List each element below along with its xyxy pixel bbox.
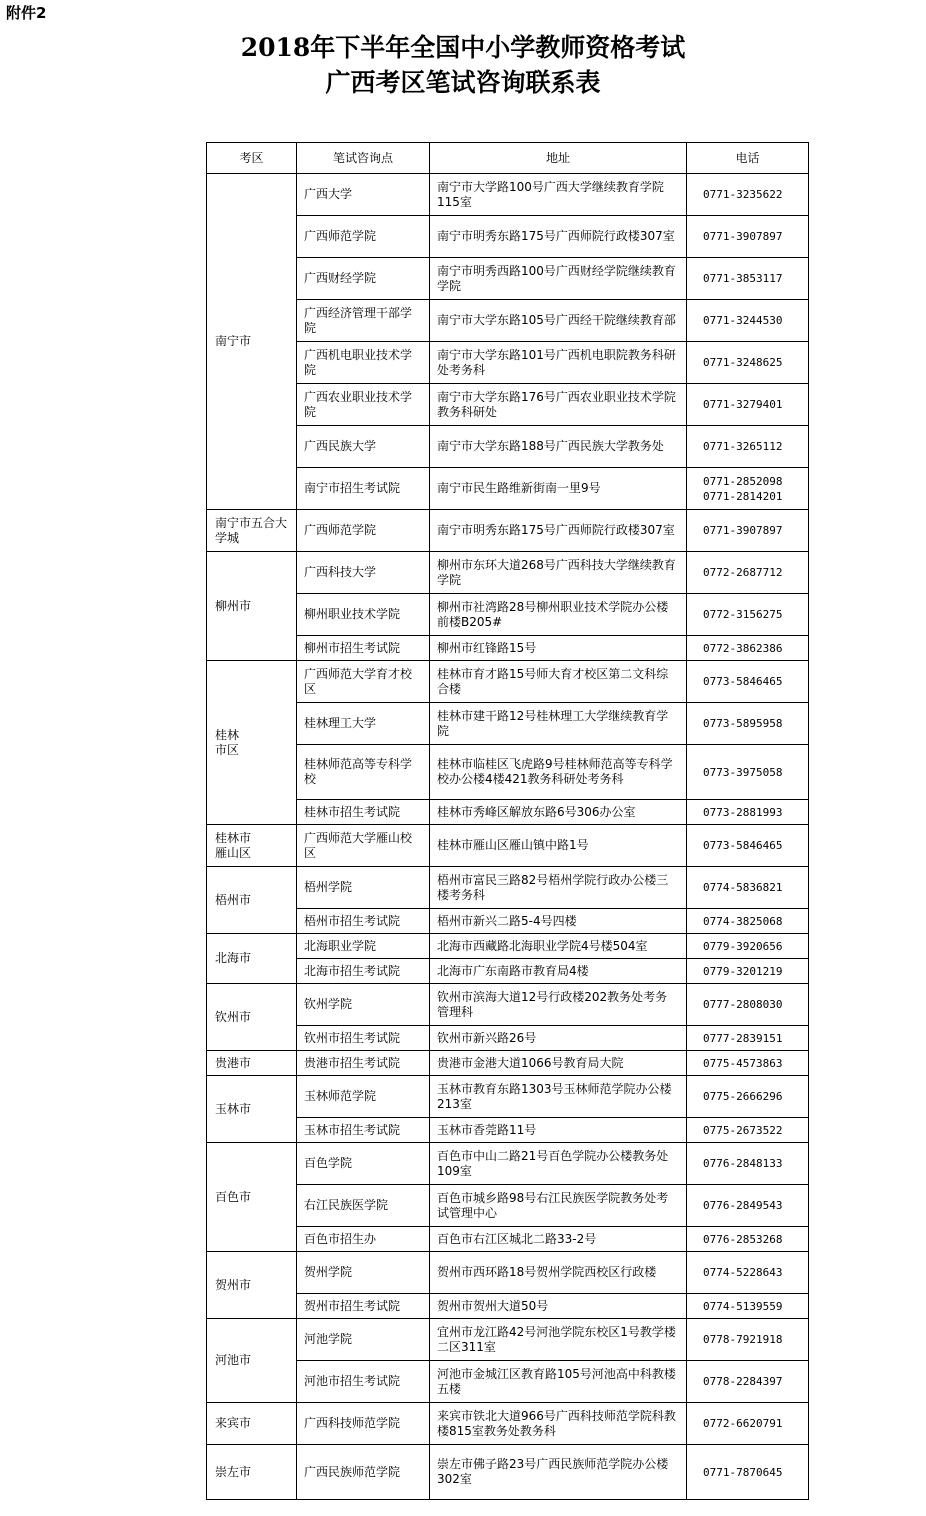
region-cell: 北海市	[207, 934, 297, 984]
table-row	[207, 1185, 809, 1227]
point-cell: 钦州市招生考试院	[297, 1026, 430, 1051]
point-cell: 贺州市招生考试院	[297, 1294, 430, 1319]
phone-cell: 0771-3265112	[687, 426, 809, 468]
point-cell: 广西民族师范学院	[297, 1445, 430, 1500]
phone-cell: 0773-5846465	[687, 661, 809, 703]
point-cell: 右江民族医学院	[297, 1185, 430, 1227]
phone-cell: 0775-2673522	[687, 1118, 809, 1143]
point-cell: 桂林师范高等专科学校	[297, 745, 430, 800]
address-cell: 玉林市香莞路11号	[430, 1118, 687, 1143]
phone-cell: 0777-2839151	[687, 1026, 809, 1051]
address-cell: 南宁市大学东路188号广西民族大学教务处	[430, 426, 687, 468]
address-cell: 南宁市明秀西路100号广西财经学院继续教育学院	[430, 258, 687, 300]
point-cell: 河池学院	[297, 1319, 430, 1361]
table-row	[207, 258, 809, 300]
address-cell: 南宁市明秀东路175号广西师院行政楼307室	[430, 510, 687, 552]
header-row	[207, 143, 809, 174]
phone-cell: 0771-2852098 0771-2814201	[687, 468, 809, 510]
address-cell: 河池市金城江区教育路105号河池高中科教楼五楼	[430, 1361, 687, 1403]
title-line-2: 广西考区笔试咨询联系表	[325, 68, 601, 97]
point-cell: 广西财经学院	[297, 258, 430, 300]
address-cell: 桂林市建干路12号桂林理工大学继续教育学院	[430, 703, 687, 745]
address-cell: 贵港市金港大道1066号教育局大院	[430, 1051, 687, 1076]
phone-cell: 0778-7921918	[687, 1319, 809, 1361]
table-row	[207, 1143, 809, 1185]
point-cell: 广西师范学院	[297, 216, 430, 258]
table-row	[207, 745, 809, 800]
phone-cell: 0772-3156275	[687, 594, 809, 636]
phone-cell: 0773-5846465	[687, 825, 809, 867]
address-cell: 南宁市大学东路101号广西机电职院教务科研处考务科	[430, 342, 687, 384]
phone-cell: 0771-7870645	[687, 1445, 809, 1500]
region-cell: 桂林 市区	[207, 661, 297, 825]
address-cell: 百色市中山二路21号百色学院办公楼教务处109室	[430, 1143, 687, 1185]
header-region: 考区	[207, 143, 297, 174]
address-cell: 柳州市社湾路28号柳州职业技术学院办公楼前楼B205#	[430, 594, 687, 636]
address-cell: 来宾市铁北大道966号广西科技师范学院科教楼815室教务处教务科	[430, 1403, 687, 1445]
table-row	[207, 867, 809, 909]
table-row	[207, 1227, 809, 1252]
point-cell: 广西农业职业技术学院	[297, 384, 430, 426]
point-cell: 广西科技大学	[297, 552, 430, 594]
region-cell: 钦州市	[207, 984, 297, 1051]
region-cell: 来宾市	[207, 1403, 297, 1445]
phone-cell: 0771-3235622	[687, 174, 809, 216]
table-row	[207, 594, 809, 636]
table-row	[207, 216, 809, 258]
table-row	[207, 661, 809, 703]
point-cell: 广西经济管理干部学院	[297, 300, 430, 342]
header-address: 地址	[430, 143, 687, 174]
address-cell: 柳州市东环大道268号广西科技大学继续教育学院	[430, 552, 687, 594]
address-cell: 梧州市富民三路82号梧州学院行政办公楼三楼考务科	[430, 867, 687, 909]
table-row	[207, 1445, 809, 1500]
point-cell: 玉林师范学院	[297, 1076, 430, 1118]
phone-cell: 0771-3244530	[687, 300, 809, 342]
point-cell: 广西大学	[297, 174, 430, 216]
phone-cell: 0772-2687712	[687, 552, 809, 594]
point-cell: 广西师范学院	[297, 510, 430, 552]
attachment-label: 附件2	[6, 4, 47, 22]
region-cell: 玉林市	[207, 1076, 297, 1143]
address-cell: 南宁市大学东路105号广西经干院继续教育部	[430, 300, 687, 342]
region-cell: 百色市	[207, 1143, 297, 1252]
address-cell: 北海市西藏路北海职业学院4号楼504室	[430, 934, 687, 959]
region-cell: 桂林市 雁山区	[207, 825, 297, 867]
point-cell: 广西民族大学	[297, 426, 430, 468]
phone-cell: 0777-2808030	[687, 984, 809, 1026]
address-cell: 南宁市明秀东路175号广西师院行政楼307室	[430, 216, 687, 258]
table-row	[207, 468, 809, 510]
table-row	[207, 636, 809, 661]
table-row	[207, 342, 809, 384]
phone-cell: 0772-6620791	[687, 1403, 809, 1445]
phone-cell: 0774-3825068	[687, 909, 809, 934]
phone-cell: 0779-3201219	[687, 959, 809, 984]
point-cell: 梧州学院	[297, 867, 430, 909]
table-row	[207, 300, 809, 342]
region-cell: 贵港市	[207, 1051, 297, 1076]
contact-table	[206, 142, 809, 1500]
point-cell: 北海职业学院	[297, 934, 430, 959]
address-cell: 百色市右江区城北二路33-2号	[430, 1227, 687, 1252]
address-cell: 南宁市大学路100号广西大学继续教育学院115室	[430, 174, 687, 216]
phone-cell: 0771-3907897	[687, 216, 809, 258]
point-cell: 南宁市招生考试院	[297, 468, 430, 510]
phone-cell: 0774-5139559	[687, 1294, 809, 1319]
address-cell: 桂林市育才路15号师大育才校区第二文科综合楼	[430, 661, 687, 703]
address-cell: 钦州市新兴路26号	[430, 1026, 687, 1051]
point-cell: 钦州学院	[297, 984, 430, 1026]
address-cell: 崇左市佛子路23号广西民族师范学院办公楼302室	[430, 1445, 687, 1500]
phone-cell: 0776-2848133	[687, 1143, 809, 1185]
phone-cell: 0771-3907897	[687, 510, 809, 552]
address-cell: 北海市广东南路市教育局4楼	[430, 959, 687, 984]
table-row	[207, 426, 809, 468]
table-row	[207, 510, 809, 552]
table-row	[207, 1051, 809, 1076]
point-cell: 贵港市招生考试院	[297, 1051, 430, 1076]
region-cell: 崇左市	[207, 1445, 297, 1500]
region-cell: 南宁市	[207, 174, 297, 510]
table-row	[207, 1403, 809, 1445]
phone-cell: 0772-3862386	[687, 636, 809, 661]
point-cell: 广西师范大学育才校区	[297, 661, 430, 703]
phone-cell: 0773-2881993	[687, 800, 809, 825]
region-cell: 河池市	[207, 1319, 297, 1403]
point-cell: 广西机电职业技术学院	[297, 342, 430, 384]
table-row	[207, 1076, 809, 1118]
address-cell: 南宁市大学东路176号广西农业职业技术学院教务科研处	[430, 384, 687, 426]
point-cell: 梧州市招生考试院	[297, 909, 430, 934]
phone-cell: 0773-5895958	[687, 703, 809, 745]
title-line-1: 2018年下半年全国中小学教师资格考试	[240, 33, 686, 62]
point-cell: 柳州职业技术学院	[297, 594, 430, 636]
phone-cell: 0774-5836821	[687, 867, 809, 909]
point-cell: 北海市招生考试院	[297, 959, 430, 984]
address-cell: 桂林市临桂区飞虎路9号桂林师范高等专科学校办公楼4楼421教务科研处考务科	[430, 745, 687, 800]
address-cell: 桂林市雁山区雁山镇中路1号	[430, 825, 687, 867]
region-cell: 梧州市	[207, 867, 297, 934]
point-cell: 贺州学院	[297, 1252, 430, 1294]
point-cell: 河池市招生考试院	[297, 1361, 430, 1403]
point-cell: 桂林理工大学	[297, 703, 430, 745]
address-cell: 钦州市滨海大道12号行政楼202教务处考务管理科	[430, 984, 687, 1026]
point-cell: 玉林市招生考试院	[297, 1118, 430, 1143]
address-cell: 宜州市龙江路42号河池学院东校区1号教学楼二区311室	[430, 1319, 687, 1361]
phone-cell: 0775-4573863	[687, 1051, 809, 1076]
address-cell: 贺州市贺州大道50号	[430, 1294, 687, 1319]
point-cell: 广西科技师范学院	[297, 1403, 430, 1445]
table-row	[207, 800, 809, 825]
region-cell: 贺州市	[207, 1252, 297, 1319]
phone-cell: 0779-3920656	[687, 934, 809, 959]
table-row	[207, 1319, 809, 1361]
point-cell: 柳州市招生考试院	[297, 636, 430, 661]
region-cell: 柳州市	[207, 552, 297, 661]
address-cell: 百色市城乡路98号右江民族医学院教务处考试管理中心	[430, 1185, 687, 1227]
phone-cell: 0776-2849543	[687, 1185, 809, 1227]
point-cell: 百色学院	[297, 1143, 430, 1185]
table-row	[207, 825, 809, 867]
point-cell: 广西师范大学雁山校区	[297, 825, 430, 867]
phone-cell: 0771-3248625	[687, 342, 809, 384]
phone-cell: 0778-2284397	[687, 1361, 809, 1403]
point-cell: 桂林市招生考试院	[297, 800, 430, 825]
table-row	[207, 934, 809, 959]
address-cell: 贺州市西环路18号贺州学院西校区行政楼	[430, 1252, 687, 1294]
table-row	[207, 1361, 809, 1403]
header-phone: 电话	[687, 143, 809, 174]
table-row	[207, 1026, 809, 1051]
header-point: 笔试咨询点	[297, 143, 430, 174]
table-row	[207, 174, 809, 216]
phone-cell: 0771-3853117	[687, 258, 809, 300]
table-row	[207, 384, 809, 426]
table-row	[207, 552, 809, 594]
address-cell: 南宁市民生路维新街南一里9号	[430, 468, 687, 510]
phone-cell: 0771-3279401	[687, 384, 809, 426]
table-body	[207, 174, 809, 1500]
phone-cell: 0776-2853268	[687, 1227, 809, 1252]
point-cell: 百色市招生办	[297, 1227, 430, 1252]
phone-cell: 0773-3975058	[687, 745, 809, 800]
region-cell: 南宁市五合大学城	[207, 510, 297, 552]
table-row	[207, 984, 809, 1026]
phone-cell: 0775-2666296	[687, 1076, 809, 1118]
table-row	[207, 909, 809, 934]
table-row	[207, 1118, 809, 1143]
phone-cell: 0774-5228643	[687, 1252, 809, 1294]
address-cell: 桂林市秀峰区解放东路6号306办公室	[430, 800, 687, 825]
table-row	[207, 703, 809, 745]
address-cell: 柳州市红锋路15号	[430, 636, 687, 661]
table-row	[207, 1252, 809, 1294]
table-row	[207, 959, 809, 984]
address-cell: 梧州市新兴二路5-4号四楼	[430, 909, 687, 934]
address-cell: 玉林市教育东路1303号玉林师范学院办公楼213室	[430, 1076, 687, 1118]
table-row	[207, 1294, 809, 1319]
